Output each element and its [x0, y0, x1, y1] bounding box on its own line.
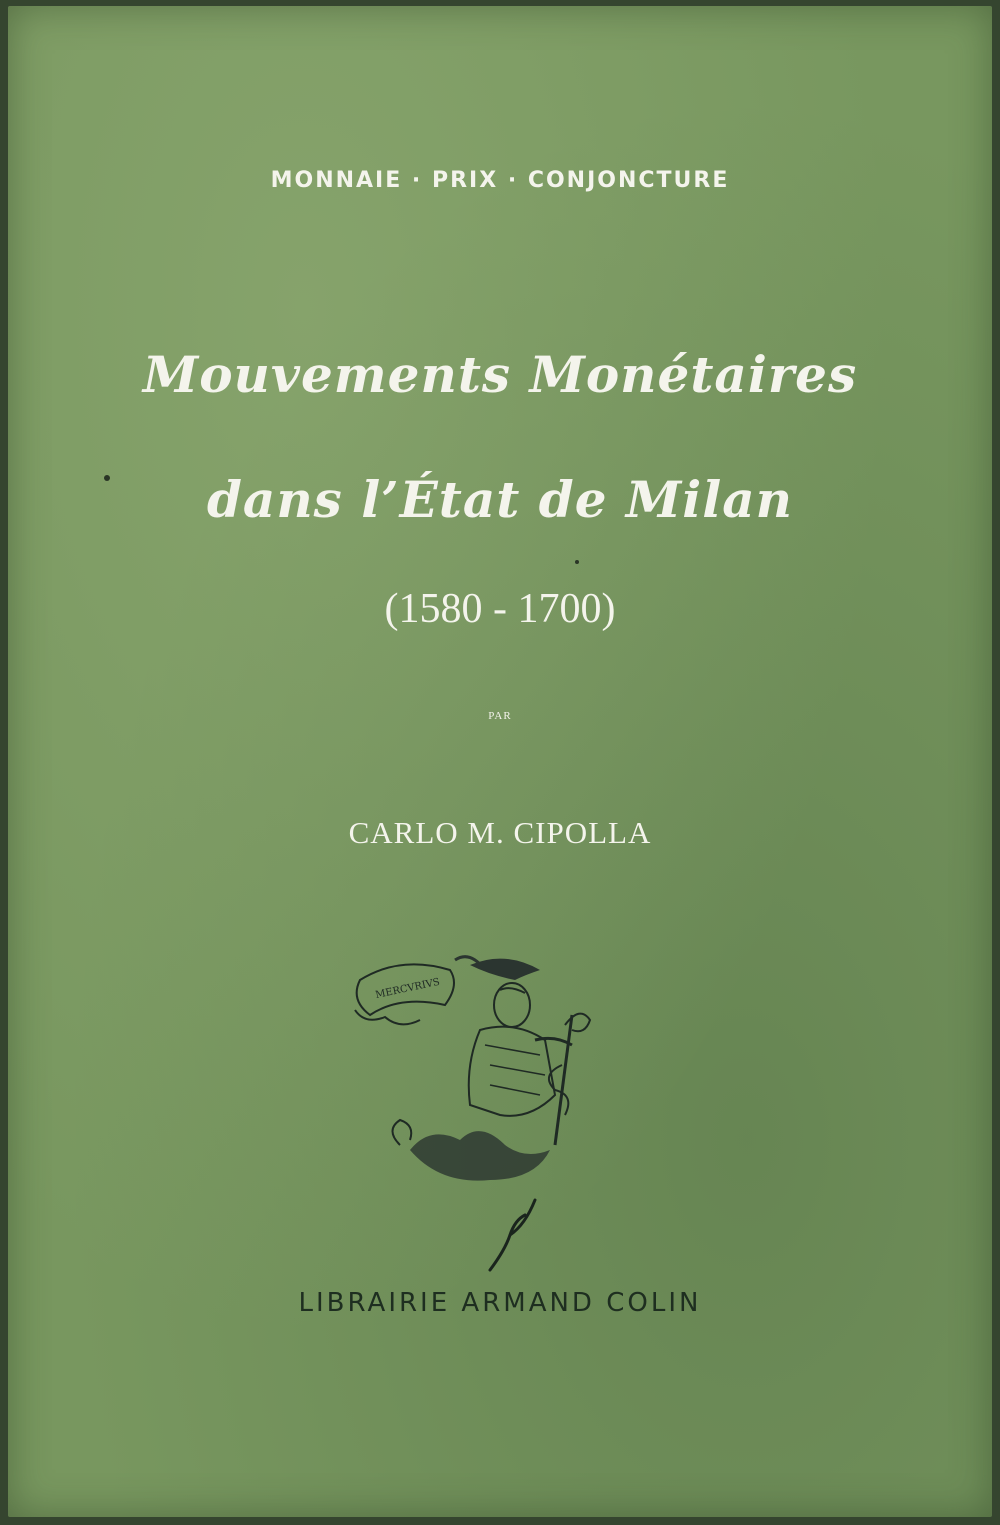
- series-title: MONNAIE · PRIX · CONJONCTURE: [270, 168, 730, 193]
- publisher-name: LIBRAIRIE ARMAND COLIN: [298, 1288, 702, 1318]
- publisher-emblem: [340, 945, 600, 1195]
- emblem-motto: MERCVRIVS: [374, 976, 441, 1002]
- book-title-line-2: dans l’État de Milan: [206, 470, 794, 529]
- by-label: PAR: [488, 710, 512, 722]
- author-name: CARLO M. CIPOLLA: [348, 815, 652, 850]
- cover-speck: [575, 560, 579, 564]
- book-title-line-1: Mouvements Monétaires: [142, 345, 858, 404]
- pencil-mark: [480, 1195, 560, 1275]
- book-dates: (1580 - 1700): [384, 586, 616, 632]
